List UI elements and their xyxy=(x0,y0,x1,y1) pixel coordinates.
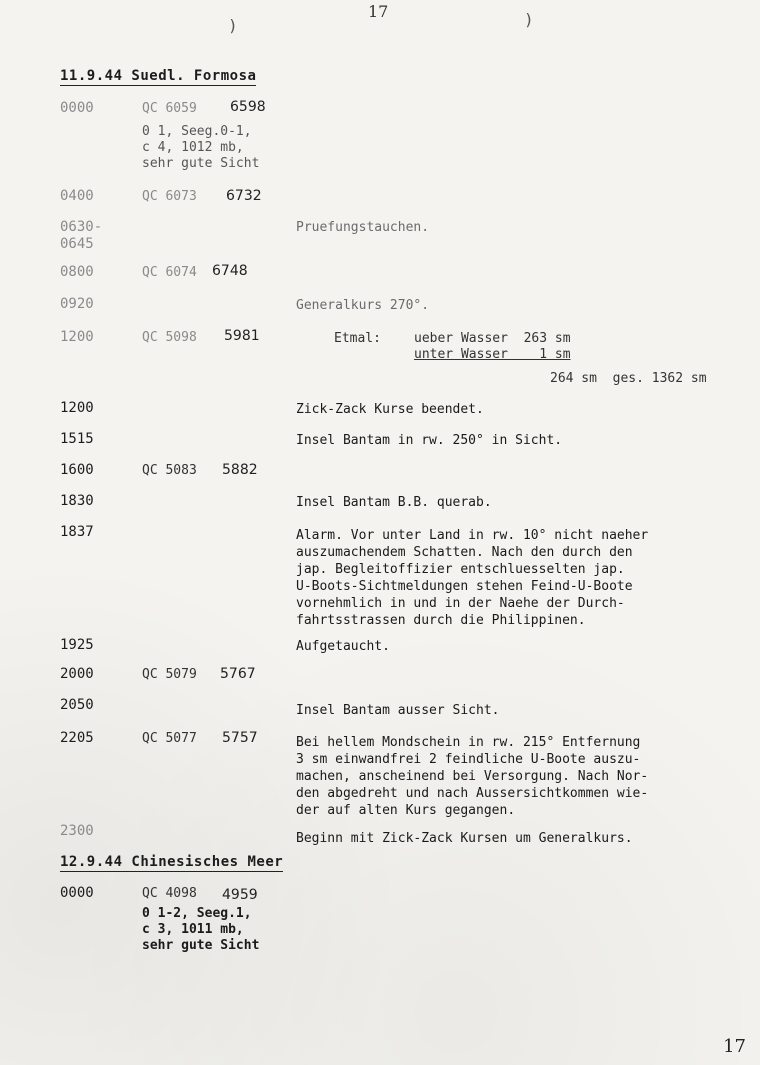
grid-number: 5981 xyxy=(224,328,260,344)
entry-remark: Generalkurs 270°. xyxy=(296,298,430,313)
entry-time: 1200 xyxy=(60,329,94,345)
entry-time: 2000 xyxy=(60,666,94,682)
entry-remark: Insel Bantam in rw. 250° in Sicht. xyxy=(296,433,563,448)
grid-square: QC 6059 xyxy=(142,101,197,116)
grid-square: QC 5079 xyxy=(142,667,197,682)
entry-time: 0800 xyxy=(60,264,94,280)
entry-remark: Pruefungstauchen. xyxy=(296,220,430,235)
entry-time: 2205 xyxy=(60,730,94,746)
grid-square: QC 6074 xyxy=(142,265,197,280)
grid-number: 5882 xyxy=(222,462,258,478)
entry-remark: Zick-Zack Kurse beendet. xyxy=(296,402,484,417)
day-heading: 12.9.44 Chinesisches Meer xyxy=(60,854,284,870)
entry-time: 1830 xyxy=(60,493,94,509)
grid-square: QC 5077 xyxy=(142,731,197,746)
entry-time: 1837 xyxy=(60,524,94,540)
grid-square: QC 5098 xyxy=(142,330,197,345)
entry-time: 0400 xyxy=(60,188,94,204)
etmal-surface: ueber Wasser 263 sm xyxy=(414,331,571,346)
entry-time: 1515 xyxy=(60,431,94,447)
scan-mark: ) xyxy=(524,10,534,29)
entry-remark: Aufgetaucht. xyxy=(296,639,390,654)
entry-time: 0000 xyxy=(60,100,94,116)
entry-time: 0920 xyxy=(60,296,94,312)
grid-square: QC 6073 xyxy=(142,189,197,204)
scan-mark: ) xyxy=(228,16,238,35)
etmal-submerged: unter Wasser 1 sm xyxy=(414,347,571,362)
day-heading: 11.9.44 Suedl. Formosa xyxy=(60,68,257,84)
entry-time: 1925 xyxy=(60,637,94,653)
weather-report: 0 1-2, Seeg.1, c 3, 1011 mb, sehr gute Sicht xyxy=(142,906,260,953)
entry-time: 0000 xyxy=(60,885,94,901)
entry-remark: Beginn mit Zick-Zack Kursen um Generalkurs. xyxy=(296,831,633,846)
grid-number: 5767 xyxy=(220,666,256,682)
grid-number: 4959 xyxy=(222,887,258,903)
entry-time: 0630- 0645 xyxy=(60,219,103,252)
entry-time: 1600 xyxy=(60,462,94,478)
entry-remark: Insel Bantam B.B. querab. xyxy=(296,495,492,510)
grid-number: 6748 xyxy=(212,263,248,279)
grid-number: 6598 xyxy=(230,99,266,115)
grid-number: 5757 xyxy=(222,730,258,746)
entry-remark: Insel Bantam ausser Sicht. xyxy=(296,703,500,718)
grid-square: QC 5083 xyxy=(142,463,197,478)
etmal-total: 264 sm ges. 1362 sm xyxy=(550,371,707,386)
entry-time: 1200 xyxy=(60,400,94,416)
grid-number: 6732 xyxy=(226,188,262,204)
etmal-label: Etmal: xyxy=(334,331,381,346)
entry-remark: Alarm. Vor unter Land in rw. 10° nicht naeher auszumachendem Schatten. Nach den durch den jap. Begleitoffizier entschluesselten jap. U-Boots-Sichtmeldungen stehen Feind-U-Boote vornehmlich in und in der Naehe der Durch- fahrtsstrassen durch die Philippinen. xyxy=(296,528,649,628)
entry-time: 2300 xyxy=(60,823,94,839)
weather-report: 0 1, Seeg.0-1, c 4, 1012 mb, sehr gute Sicht xyxy=(142,124,260,171)
entry-time: 2050 xyxy=(60,697,94,713)
top-page-mark: 17 xyxy=(368,2,389,21)
grid-square: QC 4098 xyxy=(142,886,197,901)
page-number: 17 xyxy=(723,1036,746,1057)
entry-remark: Bei hellem Mondschein in rw. 215° Entfernung 3 sm einwandfrei 2 feindliche U-Boote auszu- machen, anscheinend bei Versorgung. Nach Nor- den abgedreht und nach Aussersichtkommen wie- der auf alten Kurs gegangen. xyxy=(296,735,649,818)
